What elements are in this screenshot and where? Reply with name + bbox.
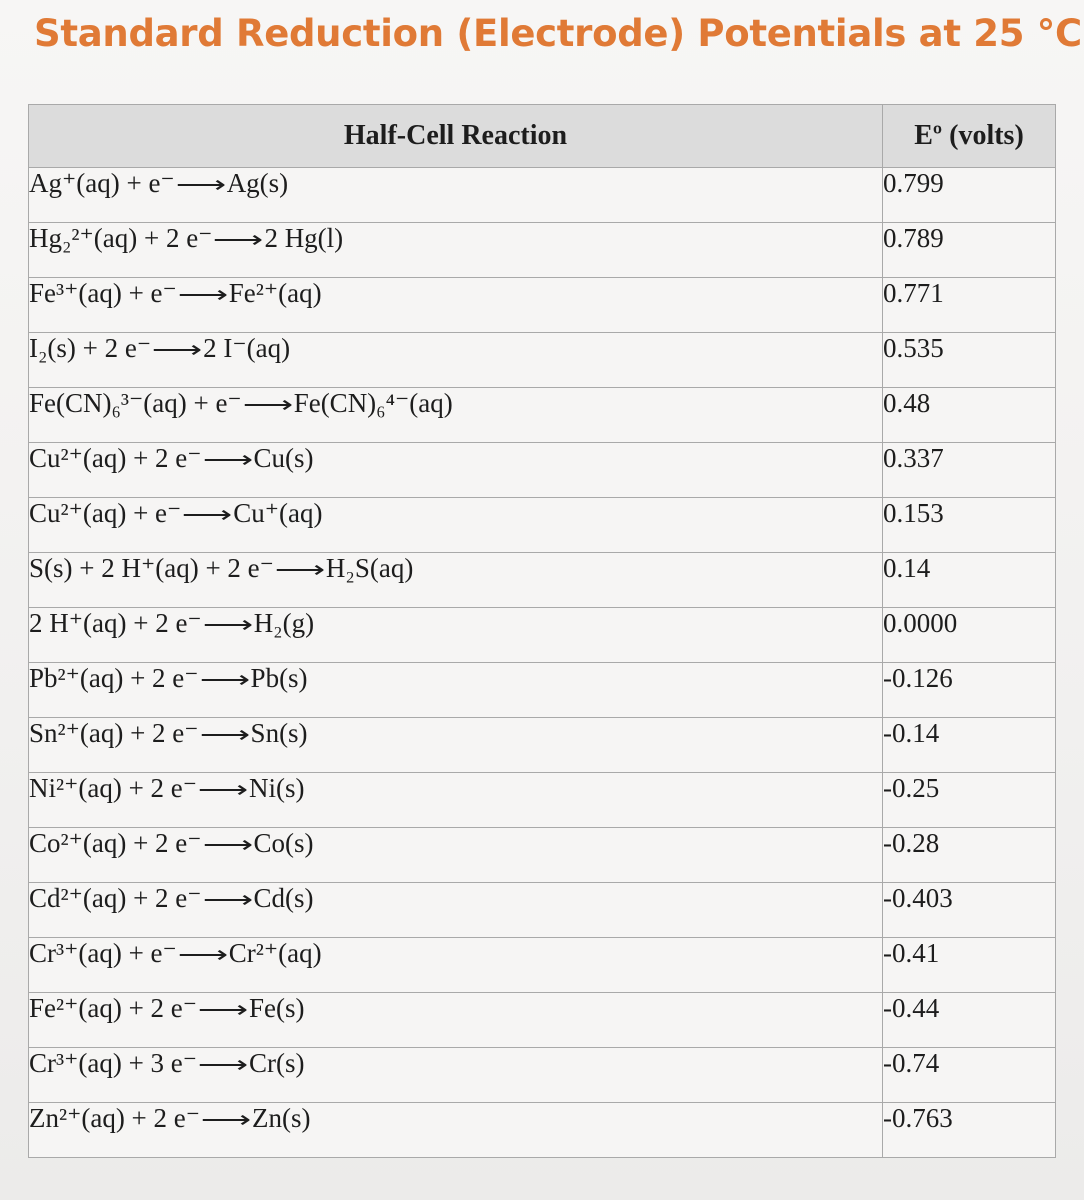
products: 2 Hg(l) (264, 223, 344, 253)
half-cell-reaction-cell (29, 608, 883, 663)
potential-value: 0.789 (883, 223, 1056, 278)
products: Sn(s) (250, 718, 308, 748)
table-row (29, 663, 1056, 718)
potential-value: -0.28 (883, 828, 1056, 883)
products: Cu(s) (253, 443, 314, 473)
table-row (29, 223, 1056, 278)
reaction-arrow-icon: ⟶ (197, 997, 249, 1022)
table-row (29, 993, 1056, 1048)
reaction-arrow-icon: ⟶ (197, 1052, 249, 1077)
table-row (29, 443, 1056, 498)
reactants: Co²⁺(aq) + 2 e⁻ (29, 828, 202, 858)
reaction-arrow-icon: ⟶ (202, 612, 253, 637)
half-cell-reaction-cell (29, 168, 883, 223)
products: Cr²⁺(aq) (228, 938, 322, 968)
products: Co(s) (253, 828, 314, 858)
reaction-arrow-icon: ⟶ (197, 777, 249, 802)
table-row (29, 388, 1056, 443)
table-row (29, 333, 1056, 388)
potential-value: 0.0000 (883, 608, 1056, 663)
reaction-arrow-icon: ⟶ (175, 172, 226, 197)
half-cell-reaction-cell (29, 1103, 883, 1158)
reactants: Cr³⁺(aq) + 3 e⁻ (29, 1048, 198, 1078)
table-row (29, 278, 1056, 333)
table-row (29, 1103, 1056, 1158)
reactants: I₂(s) + 2 e⁻ (29, 333, 152, 363)
reaction-arrow-icon: ⟶ (202, 832, 253, 857)
table-row (29, 168, 1056, 223)
reactants: Cd²⁺(aq) + 2 e⁻ (29, 883, 202, 913)
table-row (29, 608, 1056, 663)
potential-value: -0.74 (883, 1048, 1056, 1103)
products: Fe(CN)₆⁴⁻(aq) (293, 388, 453, 418)
table-row (29, 938, 1056, 993)
half-cell-reaction-cell (29, 498, 883, 553)
products: Fe(s) (249, 993, 305, 1023)
reactants: Cu²⁺(aq) + e⁻ (29, 498, 182, 528)
reactants: Pb²⁺(aq) + 2 e⁻ (29, 663, 199, 693)
products: Cr(s) (249, 1048, 305, 1078)
reactants: Cr³⁺(aq) + e⁻ (29, 938, 177, 968)
potential-value: -0.41 (883, 938, 1056, 993)
products: Pb(s) (250, 663, 308, 693)
half-cell-reaction-cell (29, 938, 883, 993)
table-row (29, 498, 1056, 553)
table-row (29, 718, 1056, 773)
header-eo-volts: Eº (volts) (883, 105, 1056, 168)
half-cell-reaction-cell (29, 443, 883, 498)
potential-value: -0.763 (883, 1103, 1056, 1158)
reactants: Hg₂²⁺(aq) + 2 e⁻ (29, 223, 213, 253)
reactants: Fe³⁺(aq) + e⁻ (29, 278, 177, 308)
reactants: Fe²⁺(aq) + 2 e⁻ (29, 993, 198, 1023)
reaction-arrow-icon: ⟶ (200, 1107, 252, 1132)
table-body (29, 168, 1056, 1158)
products: H₂(g) (253, 608, 315, 638)
reaction-arrow-icon: ⟶ (202, 887, 253, 912)
products: Fe²⁺(aq) (228, 278, 322, 308)
potential-value: 0.153 (883, 498, 1056, 553)
table-header-row (29, 105, 1056, 168)
products: Ag(s) (226, 168, 289, 198)
half-cell-reaction-cell (29, 718, 883, 773)
half-cell-reaction-cell (29, 223, 883, 278)
products: Ni(s) (249, 773, 305, 803)
potential-value: -0.25 (883, 773, 1056, 828)
potential-value: -0.403 (883, 883, 1056, 938)
products: 2 I⁻(aq) (203, 333, 291, 363)
half-cell-reaction-cell (29, 663, 883, 718)
reactants: Fe(CN)₆³⁻(aq) + e⁻ (29, 388, 242, 418)
half-cell-reaction-cell (29, 278, 883, 333)
half-cell-reaction-cell (29, 993, 883, 1048)
table-row (29, 883, 1056, 938)
reduction-potentials-table (28, 104, 1056, 1158)
half-cell-reaction-cell (29, 553, 883, 608)
half-cell-reaction-cell (29, 828, 883, 883)
potential-value: -0.14 (883, 718, 1056, 773)
reaction-arrow-icon: ⟶ (202, 447, 253, 472)
reactants: Cu²⁺(aq) + 2 e⁻ (29, 443, 202, 473)
table-row (29, 553, 1056, 608)
reaction-arrow-icon: ⟶ (151, 337, 203, 362)
reactants: Ni²⁺(aq) + 2 e⁻ (29, 773, 198, 803)
potential-value: 0.48 (883, 388, 1056, 443)
page-title: Standard Reduction (Electrode) Potentials at 25 °C (34, 12, 1082, 55)
half-cell-reaction-cell (29, 773, 883, 828)
products: H₂S(aq) (325, 553, 414, 583)
potential-value: 0.799 (883, 168, 1056, 223)
half-cell-reaction-cell (29, 883, 883, 938)
table-row (29, 828, 1056, 883)
reaction-arrow-icon: ⟶ (177, 282, 229, 307)
reaction-arrow-icon: ⟶ (213, 227, 264, 252)
reactants: Sn²⁺(aq) + 2 e⁻ (29, 718, 199, 748)
potential-value: 0.337 (883, 443, 1056, 498)
potential-value: -0.44 (883, 993, 1056, 1048)
reaction-arrow-icon: ⟶ (177, 942, 229, 967)
products: Cu⁺(aq) (233, 498, 323, 528)
products: Zn(s) (252, 1103, 311, 1133)
half-cell-reaction-cell (29, 388, 883, 443)
table-row (29, 773, 1056, 828)
reactants: Zn²⁺(aq) + 2 e⁻ (29, 1103, 201, 1133)
reaction-arrow-icon: ⟶ (199, 722, 250, 747)
reactants: S(s) + 2 H⁺(aq) + 2 e⁻ (29, 553, 274, 583)
reaction-arrow-icon: ⟶ (182, 502, 233, 527)
reaction-arrow-icon: ⟶ (274, 557, 326, 582)
potential-value: 0.771 (883, 278, 1056, 333)
products: Cd(s) (253, 883, 314, 913)
potential-value: -0.126 (883, 663, 1056, 718)
header-half-cell-reaction: Half-Cell Reaction (29, 105, 883, 168)
potential-value: 0.14 (883, 553, 1056, 608)
reaction-arrow-icon: ⟶ (199, 667, 250, 692)
half-cell-reaction-cell (29, 1048, 883, 1103)
reactants: 2 H⁺(aq) + 2 e⁻ (29, 608, 202, 638)
table-row (29, 1048, 1056, 1103)
half-cell-reaction-cell (29, 333, 883, 388)
potential-value: 0.535 (883, 333, 1056, 388)
reactants: Ag⁺(aq) + e⁻ (29, 168, 175, 198)
reaction-arrow-icon: ⟶ (242, 392, 293, 417)
